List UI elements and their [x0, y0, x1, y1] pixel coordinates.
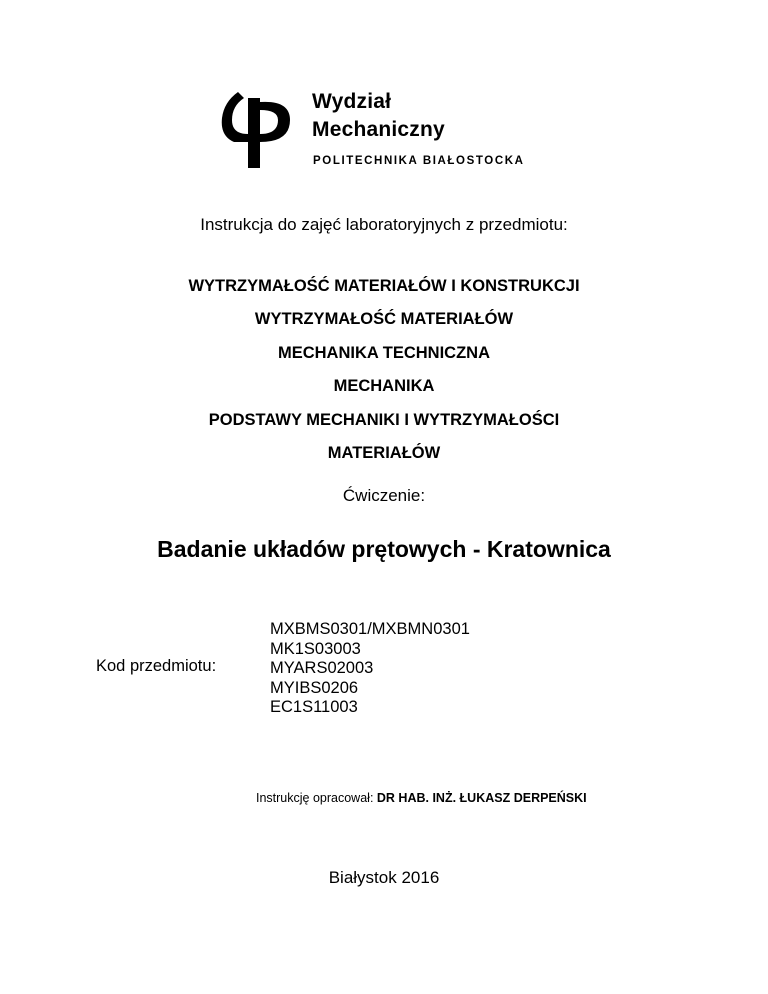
- faculty-logo-icon: [216, 88, 296, 168]
- logo-faculty-word: Wydział: [312, 90, 392, 113]
- course-code-list: [270, 620, 470, 718]
- subject-line: MECHANIKA: [333, 377, 435, 396]
- subject-line: WYTRZYMAŁOŚĆ MATERIAŁÓW: [254, 310, 514, 329]
- faculty-logo: [216, 88, 556, 172]
- subject-list: [0, 270, 768, 470]
- subject-line: MECHANIKA TECHNICZNA: [277, 343, 491, 362]
- course-code: MK1S03003: [270, 639, 361, 658]
- subject-line: MATERIAŁÓW: [327, 444, 441, 463]
- logo-university: POLITECHNIKA BIAŁOSTOCKA: [313, 155, 525, 167]
- exercise-label: Ćwiczenie:: [342, 486, 426, 505]
- subject-line: WYTRZYMAŁOŚĆ MATERIAŁÓW I KONSTRUKCJI: [188, 277, 580, 295]
- exercise-title: Badanie układów prętowych - Kratownica: [157, 536, 611, 562]
- logo-faculty-name: Mechaniczny: [312, 118, 445, 141]
- intro-text: Instrukcja do zajęć laboratoryjnych z przedmiotu:: [200, 215, 568, 234]
- place-and-year: Białystok 2016: [328, 868, 440, 887]
- course-code-label: Kod przedmiotu:: [96, 657, 217, 675]
- author-label: Instrukcję opracował:: [256, 791, 374, 805]
- course-code: MYIBS0206: [270, 678, 359, 697]
- subject-line: PODSTAWY MECHANIKI I WYTRZYMAŁOŚCI: [208, 410, 560, 429]
- course-code: EC1S11003: [270, 698, 358, 717]
- author-name: DR HAB. INŻ. ŁUKASZ DERPEŃSKI: [376, 791, 587, 805]
- author-line: [256, 791, 587, 805]
- course-code: MYARS02003: [270, 659, 374, 678]
- course-code: MXBMS0301/MXBMN0301: [270, 620, 470, 638]
